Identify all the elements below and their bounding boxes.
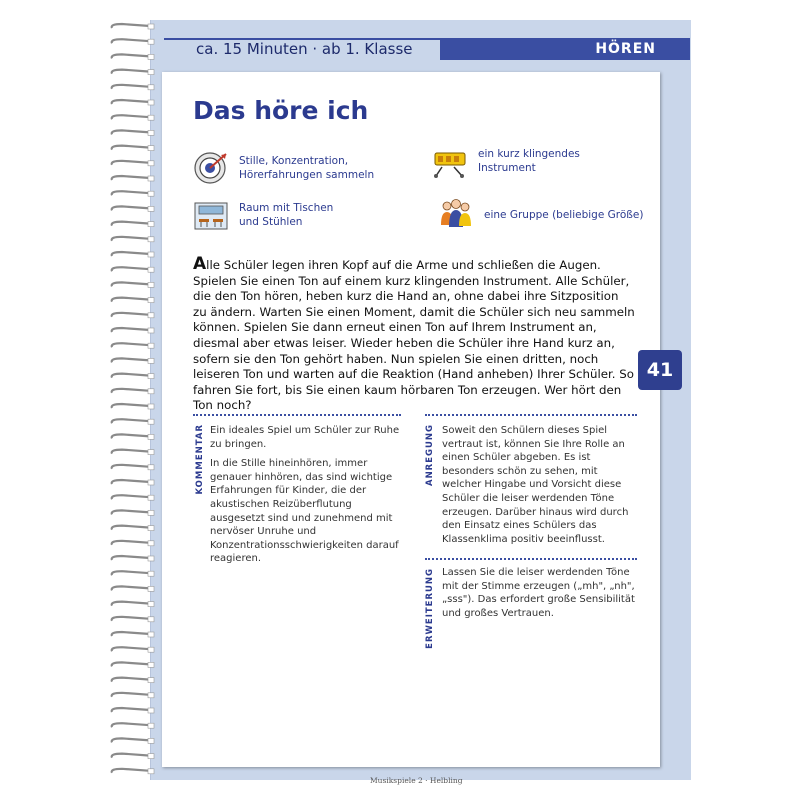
kommentar-label: KOMMENTAR <box>195 424 205 495</box>
spiral-hole <box>148 404 154 409</box>
spiral-hole <box>148 602 154 607</box>
spiral-hole <box>148 541 154 546</box>
kommentar-text <box>210 424 402 572</box>
spiral-hole <box>148 434 154 439</box>
kommentar-paragraph-1: Ein ideales Spiel um Schüler zur Ruhe zu bringen. <box>210 425 400 450</box>
spiral-hole <box>148 662 154 667</box>
spiral-coil <box>112 161 150 165</box>
spiral-coil <box>112 100 150 104</box>
kommentar-paragraph-2: In die Stille hineinhören, immer genauer hinhören, das sind wichtige Erfahrungen für Kinder, die der akustischen Reizüberflutung ausgesetzt sind und zunehmend mit nervöser Unruhe und Konzentrationsschwierigkeiten darauf reagieren. <box>210 458 399 565</box>
spiral-coil <box>112 586 150 590</box>
spiral-coil <box>112 541 150 545</box>
material-instrument <box>432 143 580 179</box>
spiral-hole <box>148 313 154 318</box>
spiral-hole <box>148 374 154 379</box>
page-number-tab: 41 <box>638 350 682 390</box>
erweiterung-rule <box>425 558 637 560</box>
spiral-hole <box>148 647 154 652</box>
publisher-footer: Musikspiele 2 · Helbling <box>370 776 463 785</box>
spiral-coil <box>112 465 150 469</box>
spiral-coil <box>112 358 150 362</box>
spiral-hole <box>148 723 154 728</box>
spiral-hole <box>148 298 154 303</box>
spiral-hole <box>148 85 154 90</box>
spiral-coil <box>112 495 150 499</box>
anregung-text: Soweit den Schülern dieses Spiel vertraut ist, können Sie Ihre Rolle an einen Schüler abgeben. Es ist besonders schön zu sehen, mit welcher Hingabe und Vorsicht diese Schüler die leiser werdenden Töne erzeugen. Darüber hinaus wird durch den Einsatz eines Schülers das Klassenklima positiv beeinflusst. <box>442 425 629 545</box>
spiral-coil <box>112 222 150 226</box>
page-title: Das höre ich <box>193 96 369 125</box>
spiral-coil <box>112 267 150 271</box>
spiral-coil <box>112 39 150 43</box>
spiral-coil <box>112 237 150 241</box>
spiral-hole <box>148 708 154 713</box>
material-room <box>193 197 333 233</box>
kommentar-rule <box>193 414 401 416</box>
material-group-text: eine Gruppe (beliebige Größe) <box>484 209 644 221</box>
spiral-hole <box>148 54 154 59</box>
duration-and-grade: ca. 15 Minuten · ab 1. Klasse <box>196 40 413 58</box>
spiral-coil <box>112 693 150 697</box>
spiral-hole <box>148 206 154 211</box>
spiral-hole <box>148 510 154 515</box>
spiral-coil <box>112 252 150 256</box>
spiral-hole <box>148 754 154 759</box>
spiral-coil <box>112 282 150 286</box>
spiral-coil <box>112 404 150 408</box>
target-icon <box>193 150 229 186</box>
spiral-coil <box>112 206 150 210</box>
group-icon <box>438 197 474 233</box>
spiral-hole <box>148 237 154 242</box>
spiral-hole <box>148 24 154 29</box>
anregung-rule <box>425 414 637 416</box>
spiral-coil <box>112 754 150 758</box>
spiral-hole <box>148 586 154 591</box>
material-room-text: Raum mit Tischen und Stühlen <box>239 202 334 228</box>
anregung-label: ANREGUNG <box>425 424 435 487</box>
spiral-binding <box>108 18 158 780</box>
spiral-coil <box>112 54 150 58</box>
spiral-coil <box>112 374 150 378</box>
spiral-hole <box>148 389 154 394</box>
spiral-hole <box>148 100 154 105</box>
spiral-coil <box>112 647 150 651</box>
spiral-coil <box>112 191 150 195</box>
erweiterung-text: Lassen Sie die leiser werdenden Töne mit der Stimme erzeugen („mh", „nh", „sss"). Das erfordert große Sensibilität und großes Vertrauen. <box>442 567 635 619</box>
spiral-coil <box>112 328 150 332</box>
spiral-hole <box>148 252 154 257</box>
spiral-hole <box>148 738 154 743</box>
spiral-coil <box>112 115 150 119</box>
instrument-icon <box>432 143 468 179</box>
spiral-hole <box>148 161 154 166</box>
material-group <box>438 197 643 233</box>
spiral-coil <box>112 130 150 134</box>
spiral-hole <box>148 358 154 363</box>
spiral-hole <box>148 343 154 348</box>
spiral-coil <box>112 526 150 530</box>
spiral-coil <box>112 632 150 636</box>
spiral-coil <box>112 450 150 454</box>
spiral-hole <box>148 769 154 774</box>
spiral-hole <box>148 693 154 698</box>
spiral-coil <box>112 738 150 742</box>
spiral-coil <box>112 708 150 712</box>
spiral-hole <box>148 450 154 455</box>
spiral-coil <box>112 602 150 606</box>
spiral-coil <box>112 313 150 317</box>
spiral-hole <box>148 267 154 272</box>
spiral-coil <box>112 419 150 423</box>
spiral-coil <box>112 571 150 575</box>
spiral-hole <box>148 191 154 196</box>
spiral-coil <box>112 510 150 514</box>
spiral-coil <box>112 769 150 773</box>
spiral-hole <box>148 115 154 120</box>
spiral-coil <box>112 343 150 347</box>
spiral-coil <box>112 70 150 74</box>
spiral-hole <box>148 282 154 287</box>
spiral-coil <box>112 617 150 621</box>
spiral-coil <box>112 24 150 28</box>
spiral-coil <box>112 389 150 393</box>
spiral-coil <box>112 146 150 150</box>
erweiterung-label: ERWEITERUNG <box>425 568 435 649</box>
material-goal-text: Stille, Konzentration, Hörerfahrungen sammeln <box>239 155 375 181</box>
classroom-icon <box>193 197 229 233</box>
spiral-coil <box>112 298 150 302</box>
spiral-coil <box>112 480 150 484</box>
game-description: Alle Schüler legen ihren Kopf auf die Arme und schließen die Augen. Spielen Sie einen Ton auf einem kurz klingenden Instrument. Alle Schüler, die den Ton hören, heben kurz die Hand an, ohne dabei ihre Sitzposition zu ändern. Warten Sie einen Moment, damit die Schüler sich neu sammeln können. Spielen Sie dann erneut einen Ton auf Ihrem Instrument an, diesmal aber etwas leiser. Wieder heben die Schüler ihre Hand kurz an, sofern sie den Ton gehört haben. Nun spielen Sie einen dritten, noch leiseren Ton und warten auf die Reaktion (Hand anheben) Ihrer Schüler. So fahren Sie fort, bis Sie einen kaum hörbaren Ton erzeugen. Wer hört den Ton noch? <box>193 254 635 413</box>
material-goal <box>193 150 374 186</box>
spiral-hole <box>148 678 154 683</box>
spiral-hole <box>148 632 154 637</box>
spiral-coil <box>112 434 150 438</box>
spiral-hole <box>148 328 154 333</box>
spiral-coil <box>112 723 150 727</box>
spiral-hole <box>148 556 154 561</box>
spiral-coil <box>112 556 150 560</box>
material-instrument-text: ein kurz klingendes Instrument <box>478 148 580 174</box>
spiral-hole <box>148 465 154 470</box>
spiral-hole <box>148 419 154 424</box>
spiral-hole <box>148 222 154 227</box>
spiral-coil <box>112 85 150 89</box>
spiral-hole <box>148 146 154 151</box>
spiral-hole <box>148 526 154 531</box>
spiral-coil <box>112 678 150 682</box>
spiral-coil <box>112 176 150 180</box>
spiral-hole <box>148 39 154 44</box>
spiral-hole <box>148 495 154 500</box>
spiral-coil <box>112 662 150 666</box>
category-label: HÖREN <box>440 38 690 60</box>
spiral-hole <box>148 176 154 181</box>
spiral-hole <box>148 70 154 75</box>
spiral-hole <box>148 480 154 485</box>
spiral-hole <box>148 571 154 576</box>
spiral-hole <box>148 617 154 622</box>
spiral-hole <box>148 130 154 135</box>
